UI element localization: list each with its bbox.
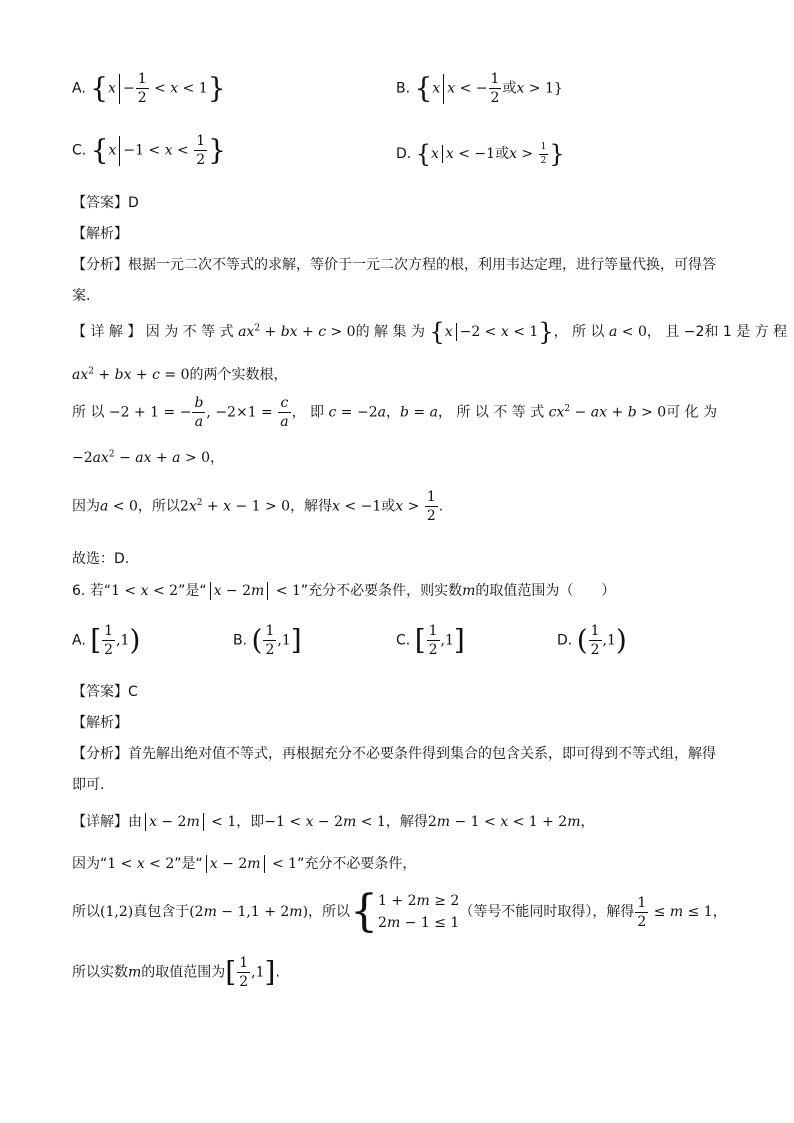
q5-option-b: B. {x x < − $\frac{1}{2}$ 或x > 1}: [396, 71, 563, 106]
q6-detail-line4: 所以实数m的取值范围为[ $\frac{1}{2}$ ,1].: [72, 955, 280, 990]
q5-detail-line3: 所 以 −2 + 1 = − $\frac{b}{a}$ , −2×1 = $\frac{c}{a}$ ， 即 c = −2a，b = a， 所 以 不 等 式 $cx^2$ − ax + b > 0可 化 为: [72, 395, 718, 430]
q6-detail-line2: 因为“1 < x < 2”是“ x − 2m < 1”充分不必要条件，: [72, 856, 417, 872]
q6-option-d: D. ( $\frac{1}{2}$ ,1): [557, 623, 627, 658]
q5-answer: 【答案】D: [72, 195, 139, 211]
q5-detail-line4: $-2ax^2$ − ax + a > 0，: [72, 449, 225, 466]
q5-detail-line1: 【 详 解 】 因 为 不 等 式 $ax^2$ + bx + c > 0的 解 集 为 {x −2 < x < 1}， 所 以 a < 0， 且 −2和 1 是 方 程: [72, 318, 788, 346]
q6-option-a: A. [ $\frac{1}{2}$ ,1): [72, 623, 141, 658]
q5-fenxi-line2: 案.: [72, 288, 91, 304]
q6-stem: 6. 若“1 < x < 2”是“ x − 2m < 1”充分不必要条件，则实数m的取值范围为（ ）: [72, 583, 616, 599]
q6-option-b: B. ( $\frac{1}{2}$ ,1]: [233, 623, 302, 658]
q6-fenxi-line1: 【分析】首先解出绝对值不等式，再根据充分不必要条件得到集合的包含关系，即可得到不等式组，解得: [72, 746, 716, 762]
q6-jiexi-tag: 【解析】: [72, 715, 128, 731]
option-label: C.: [72, 142, 87, 159]
option-label: B.: [396, 80, 411, 97]
q6-answer: 【答案】C: [72, 684, 138, 700]
q5-detail-line5: 因为a < 0，所以$2x^2 + x - 1 > 0$，解得x < −1或x > $\frac{1}{2}$ .: [72, 489, 444, 524]
q6-fenxi-line2: 即可.: [72, 777, 105, 793]
q6-option-c: C. [ $\frac{1}{2}$ ,1]: [396, 623, 465, 658]
q5-option-c: C. {x −1 < x < $\frac{1}{2}$ }: [72, 133, 226, 168]
q5-fenxi-line1: 【分析】根据一元二次不等式的求解，等价于一元二次方程的根，利用韦达定理，进行等量代换，可得答: [72, 257, 716, 273]
q5-jiexi-tag: 【解析】: [72, 226, 128, 242]
option-label: A.: [72, 80, 86, 97]
q5-choice: 故选：D.: [72, 551, 130, 567]
option-label: D.: [396, 146, 412, 162]
q5-detail-line2: $ax^2$ + bx + c = 0的两个实数根，: [72, 366, 288, 383]
q6-detail-line1: 【详解】由 x − 2m < 1，即−1 < x − 2m < 1，解得2m − 1 < x < 1 + 2m，: [72, 814, 595, 830]
q6-detail-line3: 所以(1,2)真包含于(2m − 1,1 + 2m)，所以{ 1 + 2m ≥ 2 2m − 1 ≤ 1 （等号不能同时取得），解得 $\frac{1}{2}$ ≤ m ≤ 1，: [72, 886, 727, 937]
q5-option-d: D. {x x < −1或x > $\frac{1}{2}$ }: [396, 140, 565, 168]
q5-option-a: A. {x − $\frac{1}{2}$ < x < 1}: [72, 71, 226, 106]
